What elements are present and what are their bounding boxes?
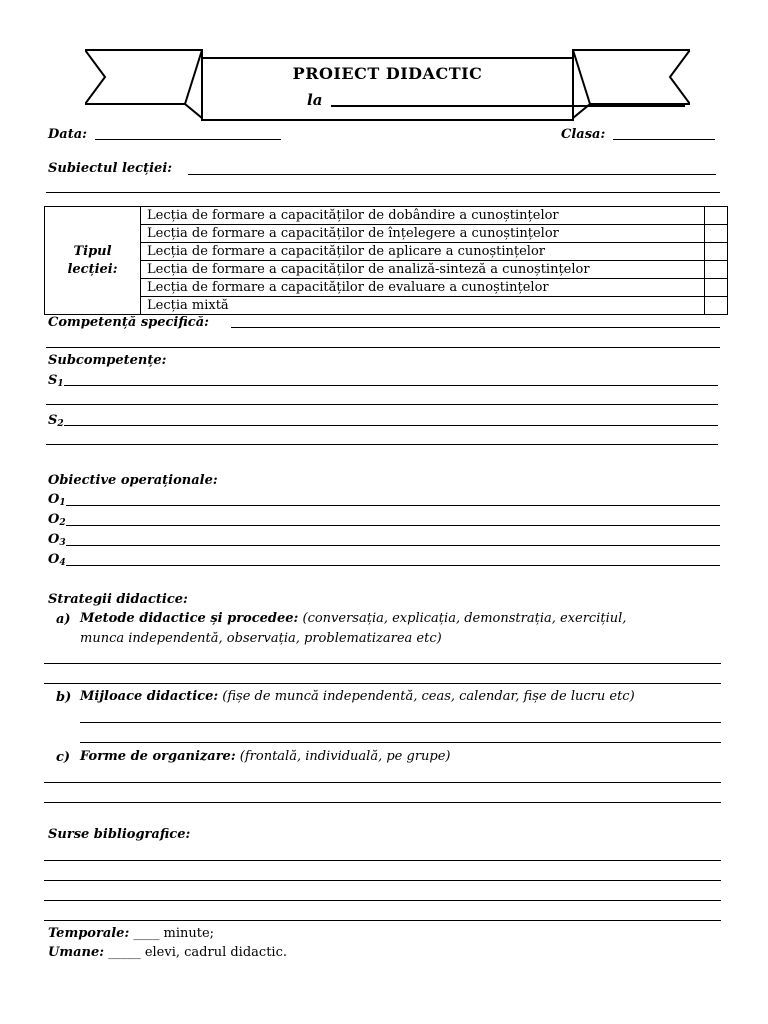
strategy-a-marker: a)	[56, 612, 71, 627]
o2-index: 2	[59, 518, 66, 528]
o3-index: 3	[59, 538, 66, 548]
strategy-b-text: (fișe de muncă independentă, ceas, calendar, fișe de lucru etc)	[218, 689, 635, 704]
lesson-type-option: Lecția de formare a capacităților de dobândire a cunoștințelor	[141, 207, 705, 225]
s1-label	[48, 373, 64, 389]
lesson-type-checkbox[interactable]	[705, 225, 728, 243]
o1-letter: O	[48, 492, 60, 507]
lesson-type-option: Lecția de formare a capacităților de analiză-sinteză a cunoștințelor	[141, 261, 705, 279]
o1-field[interactable]	[66, 505, 720, 506]
o3-label	[48, 532, 66, 548]
subiect-field-line2[interactable]	[46, 192, 720, 193]
subcompetente-label: Subcompetențe:	[48, 353, 167, 368]
strategy-b-line	[80, 689, 635, 704]
lesson-type-checkbox[interactable]	[705, 297, 728, 315]
temporale-blank[interactable]: ____	[133, 926, 160, 941]
title-banner	[85, 46, 690, 124]
surse-field-3[interactable]	[44, 900, 721, 901]
table-row	[45, 243, 728, 261]
o1-index: 1	[59, 498, 66, 508]
strategy-b-field-line2[interactable]	[80, 742, 721, 743]
s2-index: 2	[57, 419, 64, 429]
s2-field-line2[interactable]	[46, 444, 718, 445]
o4-letter: O	[48, 552, 60, 567]
surse-field-4[interactable]	[44, 920, 721, 921]
lesson-type-checkbox[interactable]	[705, 279, 728, 297]
table-row	[45, 297, 728, 315]
lesson-type-option: Lecția de formare a capacităților de înțelegere a cunoștințelor	[141, 225, 705, 243]
strategy-a-line	[80, 611, 626, 626]
page-title: PROIECT DIDACTIC	[292, 64, 483, 83]
o4-label	[48, 552, 66, 568]
strategy-b-label: Mijloace didactice:	[80, 689, 219, 704]
obiective-label: Obiective operaționale:	[48, 473, 218, 488]
s2-field[interactable]	[64, 425, 718, 426]
competenta-label: Competență specifică:	[48, 315, 209, 330]
lesson-type-option: Lecția de formare a capacităților de evaluare a cunoștințelor	[141, 279, 705, 297]
clasa-label: Clasa:	[561, 127, 606, 142]
surse-field-2[interactable]	[44, 880, 721, 881]
o3-letter: O	[48, 532, 60, 547]
umane-label: Umane:	[48, 945, 105, 960]
lesson-type-table	[44, 206, 728, 315]
lesson-type-option: Lecția mixtă	[141, 297, 705, 315]
competenta-field-line2[interactable]	[46, 347, 720, 348]
clasa-field[interactable]	[613, 139, 715, 140]
strategy-c-field-line2[interactable]	[44, 802, 721, 803]
s2-label	[48, 413, 64, 429]
lesson-type-header	[45, 207, 141, 315]
subiect-field[interactable]	[188, 174, 716, 175]
s1-letter: S	[48, 373, 58, 388]
strategy-a-text2: munca independentă, observația, problematizarea etc)	[80, 631, 442, 646]
o2-label	[48, 512, 66, 528]
umane-text: elevi, cadrul didactic.	[140, 945, 287, 960]
temporale-text: minute;	[159, 926, 215, 941]
subject-la-label: la	[307, 91, 323, 109]
subiect-label: Subiectul lecției:	[48, 161, 173, 176]
surse-label: Surse bibliografice:	[48, 827, 191, 842]
o3-field[interactable]	[66, 545, 720, 546]
table-row	[45, 225, 728, 243]
o4-index: 4	[59, 558, 66, 568]
data-label: Data:	[48, 127, 87, 142]
s1-index: 1	[57, 379, 64, 389]
strategy-a-field[interactable]	[44, 663, 721, 664]
competenta-field[interactable]	[231, 327, 720, 328]
table-row	[45, 261, 728, 279]
data-field[interactable]	[95, 139, 281, 140]
s1-field[interactable]	[64, 385, 718, 386]
surse-field-1[interactable]	[44, 860, 721, 861]
umane-line	[48, 945, 287, 960]
lesson-type-head-line1: Tipul	[73, 243, 112, 259]
strategy-c-marker: c)	[56, 750, 71, 765]
strategy-b-field[interactable]	[80, 722, 721, 723]
o4-field[interactable]	[66, 565, 720, 566]
o2-field[interactable]	[66, 525, 720, 526]
strategii-label: Strategii didactice:	[48, 592, 188, 607]
strategy-a-label: Metode didactice și procedee:	[80, 611, 299, 626]
strategy-c-label: Forme de organizare:	[80, 749, 236, 764]
s1-field-line2[interactable]	[46, 404, 718, 405]
o1-label	[48, 492, 66, 508]
temporale-label: Temporale:	[48, 926, 130, 941]
table-row	[45, 279, 728, 297]
strategy-c-field[interactable]	[44, 782, 721, 783]
strategy-c-line	[80, 749, 451, 764]
table-row	[45, 207, 728, 225]
lesson-type-head-line2: lecției:	[67, 261, 118, 277]
lesson-type-checkbox[interactable]	[705, 261, 728, 279]
lesson-type-checkbox[interactable]	[705, 243, 728, 261]
strategy-b-marker: b)	[56, 690, 72, 705]
strategy-a-text1: (conversația, explicația, demonstrația, exercițiul,	[298, 611, 627, 626]
scroll-banner-icon	[85, 46, 690, 124]
o2-letter: O	[48, 512, 60, 527]
strategy-c-text: (frontală, individuală, pe grupe)	[235, 749, 451, 764]
subject-blank-line	[331, 105, 685, 107]
umane-blank[interactable]: _____	[108, 945, 141, 960]
strategy-a-field-line2[interactable]	[44, 683, 721, 684]
s2-letter: S	[48, 413, 58, 428]
lesson-type-option: Lecția de formare a capacităților de aplicare a cunoștințelor	[141, 243, 705, 261]
lesson-type-checkbox[interactable]	[705, 207, 728, 225]
temporale-line	[48, 926, 214, 941]
